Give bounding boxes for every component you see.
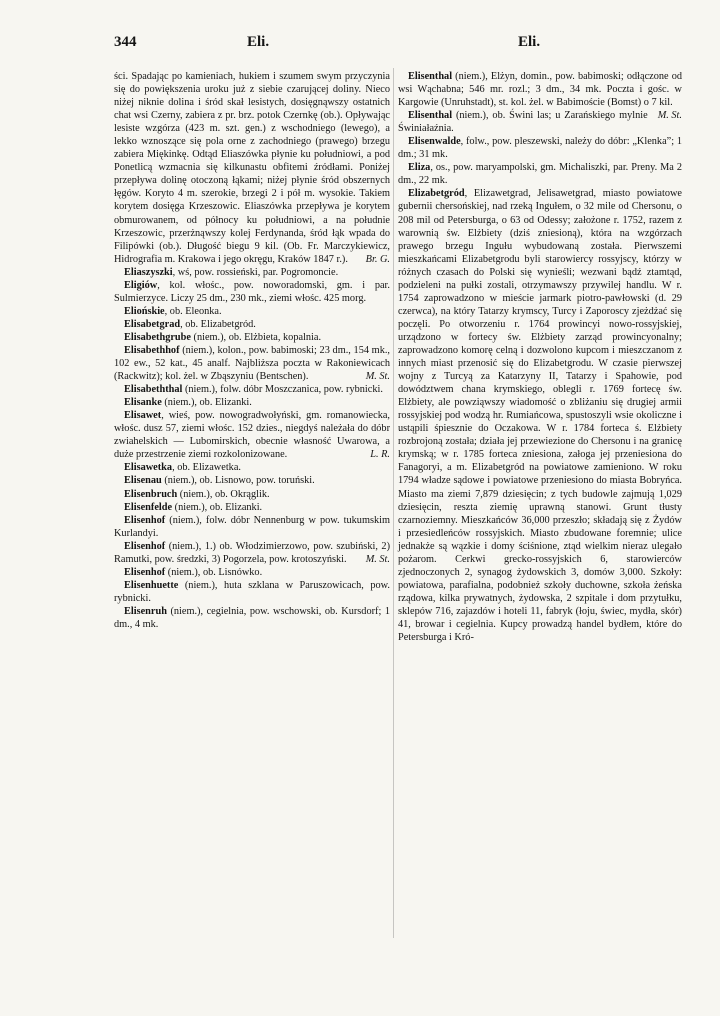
entry-text: (niem.), folw. dóbr Nennenburg w pow. tukumskim Kurlandyi.	[114, 514, 390, 539]
entry-text: , wieś, pow. nowogradwołyński, gm. romanowiecka, włośc. dusz 57, ziemi włośc. 152 dzies., niegdyś należała do dóbr zwiahelskich — Lubomirskich, obecnie własność Uwarowa, a duże przestrzenie ziemi rozkolonizowane.	[114, 410, 390, 461]
dictionary-entry	[114, 605, 390, 631]
right-running-head: Eli.	[518, 34, 541, 50]
entry-text: (niem.), cegielnia, pow. wschowski, ob. Kursdorf; 1 dm., 4 mk.	[114, 605, 390, 630]
dictionary-entry	[114, 474, 390, 487]
entry-headword: Elisenhof	[124, 566, 166, 578]
entry-text: (niem.), ob. Lisnowo, pow. toruński.	[161, 475, 315, 487]
entry-text: , os., pow. maryampolski, gm. Michaliszki, par. Preny. Ma 2 dm., 22 mk.	[398, 162, 682, 187]
entry-headword: Elisenthal	[408, 110, 453, 122]
entry-text: (niem.), folw. dóbr Moszczanica, pow. rybnicki.	[182, 384, 383, 396]
entry-text: , ob. Elizawetka.	[172, 462, 241, 474]
dictionary-entry	[398, 109, 682, 135]
entry-text: (niem.), kolon., pow. babimoski; 23 dm., 154 mk., 102 ew., 52 kat., 45 analf. Najbliższa poczta w Rakoniewicach (Rackwitz); kol. żel. w Zbąszyniu (Bentschen).	[114, 344, 390, 383]
column-divider	[393, 68, 394, 938]
dictionary-entry	[114, 305, 390, 318]
entry-headword: Elisenhof	[124, 514, 166, 526]
entry-text: (niem.), ob. Lisnówko.	[165, 566, 263, 578]
dictionary-entry	[398, 70, 682, 122]
dictionary-entry	[114, 383, 390, 396]
dictionary-entry	[114, 344, 390, 383]
entry-author-signature: L. R.	[370, 449, 390, 461]
entry-author-signature: M. St.	[657, 110, 682, 122]
entry-headword: Elisenau	[124, 475, 162, 487]
dictionary-entry	[114, 70, 390, 266]
entry-text: ści. Spadając po kamieniach, hukiem i szumem swym przyczynia się do powiększenia uroku już z siebie czarującej doliny. Nieco niżej niknie dolina i śród skał lesistych, dosięgnąwszy ostatnich chat wsi Czerny, zabiera z pr. brz. potok Czernkę (ob.). Opływając lesiste wzgórza (423 m. szt. gen.) z wschodniego (lewego), a lekko wznoszące się pola orne z zachodniego (prawego) brzegu zabiera Miękinkę. Odtąd Eliaszówka płynie ku południowi, a pod Ponetlicą wzmacnia się kilkunastu obfitemi źródłami. Poniżej przepływa dolinę otoczoną łąkami; niżej płynie śród obszernych łęgów. Koryto 4 m. szerokie, brzegi 2 i pół m. wysokie. Takiem korytem dosięga Krzeszowic. Eliaszówka przepływa je korytem obmurowanem, od północy ku południowi, a na południe Krzeszowic, przerżnąwszy kolej Ferdynanda, śród łąk wpada do Filipówki (ob.). Długość biegu 9 kil. (Ob. Fr. Marczykiewicz, Hidrografia m. Krakowa i jego okręgu, Kraków 1847 r.).	[114, 71, 390, 265]
dictionary-entry	[398, 187, 682, 644]
entry-headword: Elisenhof	[124, 540, 166, 552]
entry-author-signature: M. St.	[365, 371, 390, 383]
left-running-head: Eli.	[247, 34, 270, 50]
entry-headword: Elisabethgrube	[124, 331, 191, 343]
entry-text: (niem.), ob. Okrąglik.	[177, 488, 270, 500]
entry-headword: Elisabetgrad	[124, 318, 181, 330]
entry-headword: Elisenbruch	[124, 488, 178, 500]
left-column	[114, 70, 390, 631]
entry-headword: Elisabeththal	[124, 384, 183, 396]
dictionary-entry	[114, 566, 390, 579]
page-number: 344	[114, 34, 137, 50]
entry-headword: Eliaszyszki	[124, 266, 173, 278]
dictionary-entry	[114, 501, 390, 514]
dictionary-entry	[114, 279, 390, 305]
entry-text: , Elizawetgrad, Jelisawetgrad, miasto powiatowe gubernii chersońskiej, nad rzeką Ingułem, o 32 mile od Chersonu, o 208 mil od Petersburga, o 63 od Odessy; założone r. 1752, razem z warownią św. Elżbiety (dziś zniesioną), która na wzgórzach prawego brzegu Ingułu wybudowaną została. Pierwszemi mieszkańcami Elizabetgrodu byli starowiercy rossyjscy, którzy w różnych czasach do Polski się wynieśli; wezwani bądź ztamtąd, podzieleni na pułki zostali, otrzymawszy przywilej handlu. W r. 1754 zaprowadzono w mieście jarmark piotro-pawłowski (d. 29 czerwca), na który Tatarzy krymscy, Turcy i Zaporoscy zjeżdżać się poczęli. Po otworzeniu r. 1764 prowincyi nowo-rossyjskiej, urządzono w fortecy św. Elżbiety zarząd prowincyonalny; zaprowadzono komorę celną i dozwolono kupcom i mieszczanom z innych miast przenosić się do Elizabetgrodu. W czasie pierwszej wojny z Turcyą za Katarzyny II, Tatarzy i Spahowie, pod dowództwem chana krymskiego, oblegli r. 1769 fortecę św. Elżbiety, ale powziąwszy wiadomość o zbliżaniu się drugiej armii rossyjskiej pod wodzą hr. Rumiańcowa, spustoszyli wsie okoliczne i ustąpili śpiesznie do Oczakowa. W r. 1784 forteca ś. Elżbiety rozbrojoną została; działa jej przewiezione do Chersonu i na granicę krymską; w r. 1785 forteca zniesiona, załoga jej przeniesiona do Fanagoryi, a m. Elizabetgród na powiatowe zamieniono. W roku 1794 władze sądowe i powiatowe przeniesiono do miasta Bobryńca. Miasto ma ziemi 7,879 dziesięcin; z tych budowle zajmują 1,029 dziesięcin, reszta ziemię uprawną stanowi. Grunt tłusty czarnoziemny. Mieszkańców 36,000 przeszło; składają się z Żydów i przesiedleńców rossyjskich. Miasto zbudowane foremnie; ulice jednakże są wązkie i domy ściśnione, ztąd wielkim nieraz ulegało pożarom. Cerkwi grecko-rossyjskich 6, starowierców zjednoczonych 2, synagog żydowskich 3, domów 3,000. Szkoły: powiatowa, parafialna, podobnież szkoły duchowne, szkoła żeńska rządowa, kilka prywatnych, żydowska, 2 szpitale i dom przytułku, sklepów 716, zajazdów i hoteli 11, fabryk (łoju, świec, mydła, skór) 41, browar i cegielnia. Kupcy prowadzą handel bydłem, które do Petersburga i Kró-	[398, 188, 682, 644]
entry-headword: Elisawetka	[124, 462, 173, 474]
dictionary-entry	[114, 540, 390, 566]
entry-headword: Elisawet	[124, 410, 162, 422]
entry-headword: Elizabetgród	[408, 188, 465, 200]
dictionary-entry	[114, 331, 390, 344]
page-header	[114, 34, 681, 52]
dictionary-entry	[114, 488, 390, 501]
entry-text: (niem.), ob. Elżbieta, kopalnia.	[190, 331, 322, 343]
dictionary-entry	[114, 579, 390, 605]
dictionary-entry	[114, 318, 390, 331]
dictionary-entry	[114, 409, 390, 461]
entry-headword: Eliońskie	[124, 305, 165, 317]
dictionary-entry	[114, 396, 390, 409]
right-column	[398, 70, 682, 644]
entry-text: (niem.), huta szklana w Paruszowicach, pow. rybnicki.	[114, 579, 390, 604]
entry-headword: Elisabethhof	[124, 344, 180, 356]
entry-text: , ob. Eleonka.	[164, 305, 222, 317]
dictionary-entry	[114, 266, 390, 279]
entry-text: (niem.), ob. Elizanki.	[172, 501, 263, 513]
entry-author-signature: M. St.	[365, 553, 390, 565]
entry-headword: Elisenwalde	[408, 136, 461, 148]
entry-headword: Eliza	[408, 162, 431, 174]
entry-text: (niem.), ob. Świni las; u Zarańskiego mylnie Świniałaźnia.	[398, 110, 648, 135]
entry-text: , ob. Elizabetgród.	[180, 318, 256, 330]
entry-text: , folw., pow. pleszewski, należy do dóbr: „Klenka”; 1 dm.; 31 mk.	[398, 136, 682, 161]
entry-headword: Elisenhuette	[124, 579, 179, 591]
entry-text: (niem.), Elżyn, domin., pow. babimoski; odłączone od wsi Wąchabna; 546 mr. rozl.; 3 dm., 34 mk. Poczta i gośc. w Kargowie (Unruhstadt), st. kol. żel. w Babimoście (Bomst) o 7 kil.	[398, 71, 682, 109]
entry-text: , wś, pow. rossieński, par. Pogromoncie.	[172, 266, 339, 278]
entry-text: (niem.), ob. Elizanki.	[161, 397, 252, 409]
entry-headword: Elisenruh	[124, 605, 167, 617]
entry-headword: Elisanke	[124, 397, 162, 409]
dictionary-entry	[398, 161, 682, 187]
dictionary-entry	[114, 461, 390, 474]
entry-headword: Eligiów	[124, 279, 158, 291]
dictionary-entry	[114, 514, 390, 540]
entry-text: (niem.), 1.) ob. Włodzimierzowo, pow. szubiński, 2) Ramutki, pow. średzki, 3) Pogorzela, pow. krotoszyński.	[114, 540, 390, 565]
dictionary-entry	[398, 135, 682, 161]
entry-headword: Elisenfelde	[124, 501, 173, 513]
entry-text: , kol. włośc., pow. noworadomski, gm. i par. Sulmierzyce. Liczy 25 dm., 230 mk., ziemi włośc. 425 morg.	[114, 279, 390, 304]
entry-author-signature: Br. G.	[365, 253, 390, 265]
entry-headword: Elisenthal	[408, 71, 453, 82]
